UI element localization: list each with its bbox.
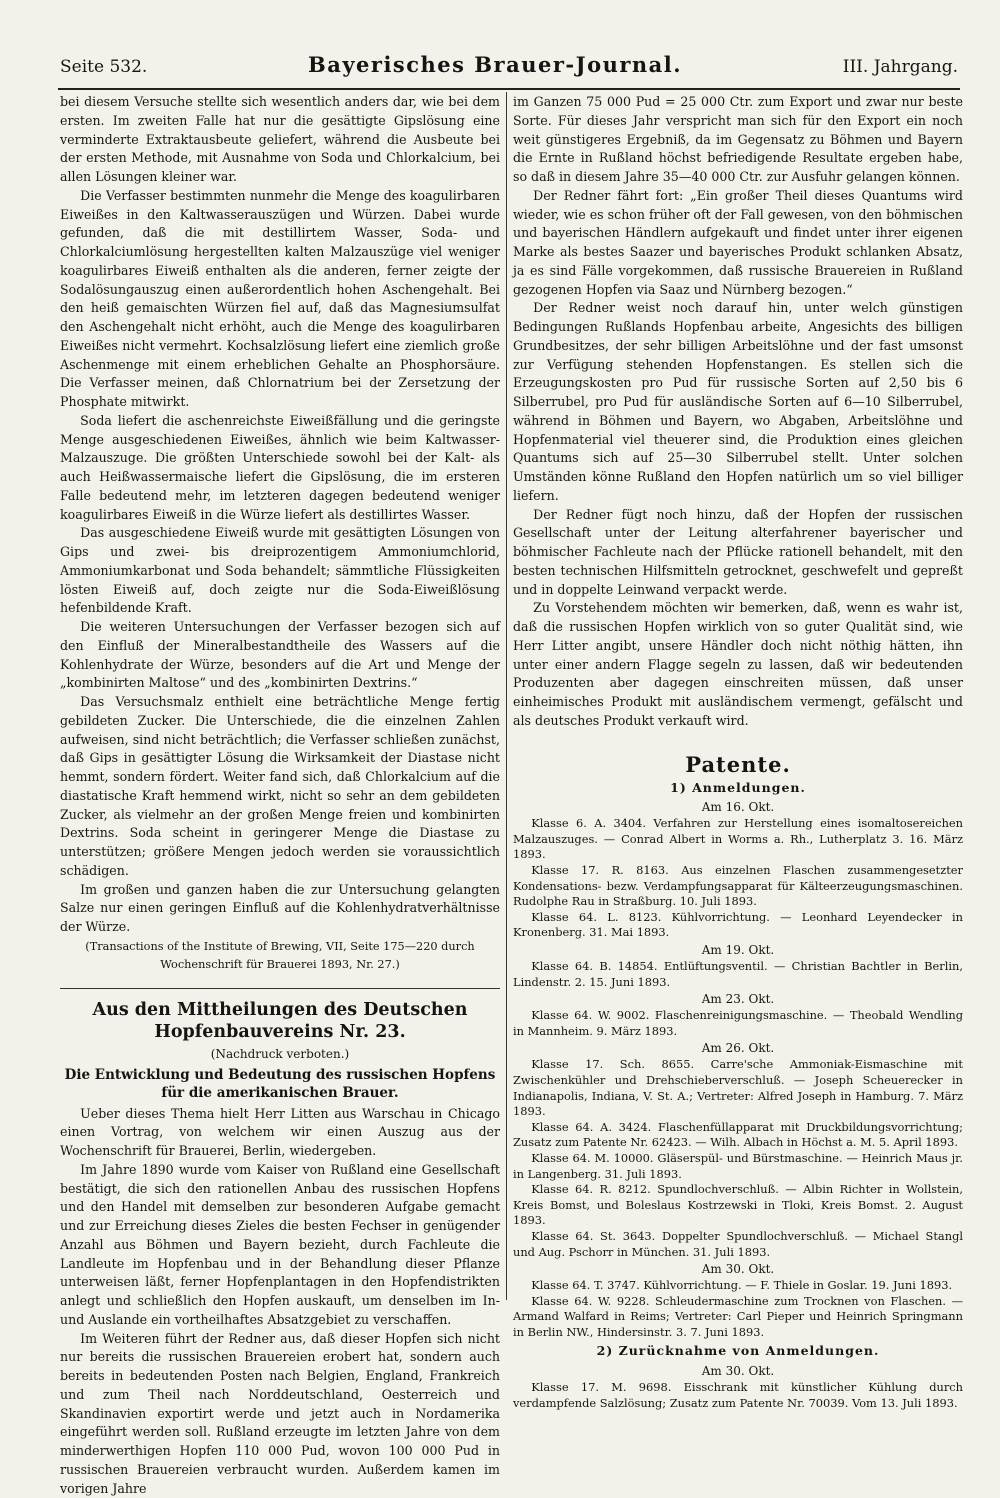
paragraph: Im großen und ganzen haben die zur Untersuchung gelangten Salze nur einen geringen Einfluß auf die Kohlenhydratverhältnisse der Würze.	[60, 881, 500, 937]
paragraph: Soda liefert die aschenreichste Eiweißfällung und die geringste Menge ausgeschiedenen Eiweißes, ähnlich wie beim Kaltwasser-Malzauszuge. Die größten Unterschiede sowohl bei der Kalt- als auch Heißwassermaische liefert die Gipslösung, die im ersteren Falle bedeutend mehr, im letzteren dagegen bedeutend weniger koagulirbares Eiweiß in die Würze liefert als destillirtes Wasser.	[60, 412, 500, 525]
article-note: (Nachdruck verboten.)	[60, 1045, 500, 1064]
patent-date: Am 26. Okt.	[513, 1040, 963, 1056]
patent-entry: Klasse 64. W. 9002. Flaschenreinigungsmaschine. — Theobald Wendling in Mannheim. 9. März 1893.	[513, 1008, 963, 1039]
right-column	[513, 93, 963, 1411]
patent-entry: Klasse 6. A. 3404. Verfahren zur Herstellung eines isomaltosereichen Malzauszuges. — Conrad Albert in Worms a. Rh., Lutherplatz 3. 16. März 1893.	[513, 816, 963, 863]
patent-entry: Klasse 64. R. 8212. Spundlochverschluß. — Albin Richter in Wollstein, Kreis Bomst, und Boleslaus Kostrzewski in Tloki, Kreis Bomst. 2. August 1893.	[513, 1182, 963, 1229]
paragraph: Der Redner fügt noch hinzu, daß der Hopfen der russischen Gesellschaft unter der Leitung alterfahrener bayerischer und böhmischer Fachleute nach der Pflücke rationell behandelt, mit den besten technischen Hilfsmitteln getrocknet, geschwefelt und gepreßt und in doppelte Leinwand verpackt werde.	[513, 506, 963, 600]
patent-entry: Klasse 17. R. 8163. Aus einzelnen Flaschen zusammengesetzter Kondensations- bezw. Verdampfungsapparat für Kälteerzeugungsmaschinen. Rudolphe Rau in Straßburg. 10. Juli 1893.	[513, 863, 963, 910]
page-number: Seite 532.	[60, 57, 147, 77]
source-citation-line: Wochenschrift für Brauerei 1893, Nr. 27.)	[60, 957, 500, 974]
patents-heading: Patente.	[513, 753, 963, 777]
paragraph: Die Verfasser bestimmten nunmehr die Menge des koagulirbaren Eiweißes in den Kaltwasserauszügen und Würzen. Dabei wurde gefunden, daß die mit destillirtem Wasser, Soda- und Chlorkalciumlösung hergestellten kalten Malzauszüge viel weniger koagulirbares Eiweiß enthalten als die anderen, ferner zeigte der Sodalösungauszug einen außerordentlich hohen Aschengehalt. Bei den heiß gemaischten Würzen fiel auf, daß das Magnesiumsulfat den Aschengehalt nicht erhöht, auch die Menge des koagulirbaren Eiweißes nicht vermehrt. Kochsalzlösung liefert eine ziemlich große Aschenmenge mit einem erheblichen Gehalte an Phosphorsäure. Die Verfasser meinen, daß Chlornatrium bei der Zersetzung der Phosphate mitwirkt.	[60, 187, 500, 412]
patent-entry: Klasse 64. St. 3643. Doppelter Spundlochverschluß. — Michael Stangl und Aug. Pschorr in München. 31. Juli 1893.	[513, 1229, 963, 1260]
source-citation-line: (Transactions of the Institute of Brewing, VII, Seite 175—220 durch	[60, 939, 500, 956]
patent-entry: Klasse 64. A. 3424. Flaschenfüllapparat mit Druckbildungsvorrichtung; Zusatz zum Patente Nr. 62423. — Wilh. Albach in Höchst a. M. 5. April 1893.	[513, 1120, 963, 1151]
patent-date: Am 23. Okt.	[513, 991, 963, 1007]
paragraph: Das ausgeschiedene Eiweiß wurde mit gesättigten Lösungen von Gips und zwei- bis dreiprozentigem Ammoniumchlorid, Ammoniumkarbonat und Soda behandelt; sämmtliche Flüssigkeiten lösten Eiweiß auf, doch zeigte nur die Soda-Eiweißlösung hefenbildende Kraft.	[60, 524, 500, 618]
patent-date: Am 19. Okt.	[513, 942, 963, 958]
patent-entry: Klasse 64. T. 3747. Kühlvorrichtung. — F. Thiele in Goslar. 19. Juni 1893.	[513, 1278, 963, 1294]
patent-date: Am 30. Okt.	[513, 1363, 963, 1379]
left-column	[60, 93, 500, 1498]
paragraph: Das Versuchsmalz enthielt eine beträchtliche Menge fertig gebildeten Zucker. Die Unterschiede, die die einzelnen Zahlen aufweisen, sind nicht beträchtlich; die Verfasser schließen zunächst, daß Gips in gesättigter Lösung die Wirksamkeit der Diastase nicht hemmt, sondern fördert. Weiter fand sich, daß Chlorkalcium auf die diastatische Kraft hemmend wirkt, nicht so sehr an dem gebildeten Zucker, als vielmehr an der großen Menge freien und kombinirten Dextrins. Soda scheint in geringerer Menge die Diastase zu unterstützen; größere Mengen jedoch werden sie voraussichtlich schädigen.	[60, 693, 500, 881]
volume-label: III. Jahrgang.	[843, 57, 958, 77]
patent-entry: Klasse 64. B. 14854. Entlüftungsventil. — Christian Bachtler in Berlin, Lindenstr. 2. 15. Juni 1893.	[513, 959, 963, 990]
paragraph: Die weiteren Untersuchungen der Verfasser bezogen sich auf den Einfluß der Mineralbestandtheile des Wassers auf die Kohlenhydrate der Würze, besonders auf die Art und Menge der „kombinirten Maltose“ und des „kombinirten Dextrins.“	[60, 618, 500, 693]
journal-title: Bayerisches Brauer-Journal.	[308, 52, 682, 77]
paragraph: bei diesem Versuche stellte sich wesentlich anders dar, wie bei dem ersten. Im zweiten Falle hat nur die gesättigte Gipslösung eine verminderte Extraktausbeute geliefert, während die Ausbeute bei der ersten Methode, mit Ausnahme von Soda und Chlorkalcium, bei allen Lösungen kleiner war.	[60, 93, 500, 187]
patent-entry: Klasse 17. M. 9698. Eisschrank mit künstlicher Kühlung durch verdampfende Salzlösung; Zusatz zum Patente Nr. 70039. Vom 13. Juli 1893.	[513, 1380, 963, 1411]
page-header	[60, 52, 958, 86]
patents-subheading: 1) Anmeldungen.	[513, 779, 963, 798]
paragraph: Ueber dieses Thema hielt Herr Litten aus Warschau in Chicago einen Vortrag, von welchem wir einen Auszug aus der Wochenschrift für Brauerei, Berlin, wiedergeben.	[60, 1105, 500, 1161]
article-title: Aus den Mittheilungen des Deutschen Hopfenbauvereins Nr. 23.	[60, 999, 500, 1043]
patent-entry: Klasse 64. L. 8123. Kühlvorrichtung. — Leonhard Leyendecker in Kronenberg. 31. Mai 1893.	[513, 910, 963, 941]
patents-subheading: 2) Zurücknahme von Anmeldungen.	[513, 1342, 963, 1361]
paragraph: Im Jahre 1890 wurde vom Kaiser von Rußland eine Gesellschaft bestätigt, die sich den rationellen Anbau des russischen Hopfens und den Handel mit demselben zur besonderen Aufgabe gemacht und zur Erreichung dieses Zieles die besten Fechser in genügender Anzahl aus Böhmen und Bayern bezieht, durch Fachleute die Landleute im Hopfenbau und in der Behandlung dieser Pflanze unterweisen läßt, ferner Hopfenplantagen in den Hopfendistrikten anlegt und schließlich den Hopfen auskauft, um denselben im In- und Auslande ein vortheilhaftes Absatzgebiet zu verschaffen.	[60, 1161, 500, 1330]
patent-entry: Klasse 64. M. 10000. Gläserspül- und Bürstmaschine. — Heinrich Maus jr. in Langenberg. 31. Juli 1893.	[513, 1151, 963, 1182]
patents-section	[513, 753, 963, 1412]
paragraph: im Ganzen 75 000 Pud = 25 000 Ctr. zum Export und zwar nur beste Sorte. Für dieses Jahr verspricht man sich für den Export ein noch weit günstigeres Ergebniß, da im Gegensatz zu Böhmen und Bayern die Ernte in Rußland höchst befriedigende Resultate ergeben habe, so daß in diesem Jahre 35—40 000 Ctr. zur Ausfuhr gelangen können.	[513, 93, 963, 187]
article-subtitle: Die Entwicklung und Bedeutung des russischen Hopfens für die amerikanischen Brauer.	[60, 1066, 500, 1102]
paragraph: Im Weiteren führt der Redner aus, daß dieser Hopfen sich nicht nur bereits die russischen Brauereien erobert hat, sondern auch bereits in bedeutenden Posten nach Belgien, England, Frankreich und zum Theil nach Norddeutschland, Oesterreich und Skandinavien exportirt werde und jetzt auch in Nordamerika eingeführt werden soll. Rußland erzeugte im letzten Jahre von dem minderwerthigen Hopfen 110 000 Pud, wovon 100 000 Pud in russischen Brauereien verbraucht wurden. Außerdem kamen im vorigen Jahre	[60, 1330, 500, 1498]
paragraph: Der Redner fährt fort: „Ein großer Theil dieses Quantums wird wieder, wie es schon früher oft der Fall gewesen, von den böhmischen und bayerischen Händlern aufgekauft und findet unter ihrer eigenen Marke als bestes Saazer und bayerisches Produkt schlanken Absatz, ja es sind Fälle vorgekommen, daß russische Brauereien in Rußland gezogenen Hopfen via Saaz und Nürnberg bezogen.“	[513, 187, 963, 300]
patent-entry: Klasse 64. W. 9228. Schleudermaschine zum Trocknen von Flaschen. — Armand Walfard in Reims; Vertreter: Carl Pieper und Heinrich Springmann in Berlin NW., Hindersinstr. 3. 7. Juni 1893.	[513, 1294, 963, 1341]
header-rule	[58, 88, 960, 90]
section-separator	[60, 988, 500, 989]
column-divider	[506, 92, 507, 1300]
patent-date: Am 30. Okt.	[513, 1261, 963, 1277]
paragraph: Zu Vorstehendem möchten wir bemerken, daß, wenn es wahr ist, daß die russischen Hopfen wirklich von so guter Qualität sind, wie Herr Litter angibt, unsere Händler doch nicht nöthig hätten, ihn unter einer andern Flagge segeln zu lassen, daß wir bedeutenden Produzenten aber dagegen einschreiten müssen, daß unser einheimisches Produkt mit ausländischem vermengt, gefälscht und als deutsches Produkt verkauft wird.	[513, 599, 963, 730]
patent-date: Am 16. Okt.	[513, 799, 963, 815]
patent-entry: Klasse 17. Sch. 8655. Carre'sche Ammoniak-Eismaschine mit Zwischenkühler und Drehschieberverschluß. — Joseph Scheuerecker in Indianapolis, Indiana, V. St. A.; Vertreter: Alfred Joseph in Hamburg. 7. März 1893.	[513, 1057, 963, 1119]
paragraph: Der Redner weist noch darauf hin, unter welch günstigen Bedingungen Rußlands Hopfenbau arbeite, Angesichts des billigen Grundbesitzes, der sehr billigen Arbeitslöhne und der fast umsonst zur Verfügung stehenden Hopfenstangen. Es stellen sich die Erzeugungskosten pro Pud für russische Sorten auf 2,50 bis 6 Silberrubel, pro Pud für ausländische Sorten auf 6—10 Silberrubel, während in Böhmen und Bayern, wo Abgaben, Arbeitslöhne und Hopfenmaterial viel theuerer sind, die Produktion eines gleichen Quantums sich auf 25—30 Silberrubel stellt. Unter solchen Umständen könne Rußland den Hopfen natürlich um so viel billiger liefern.	[513, 299, 963, 505]
